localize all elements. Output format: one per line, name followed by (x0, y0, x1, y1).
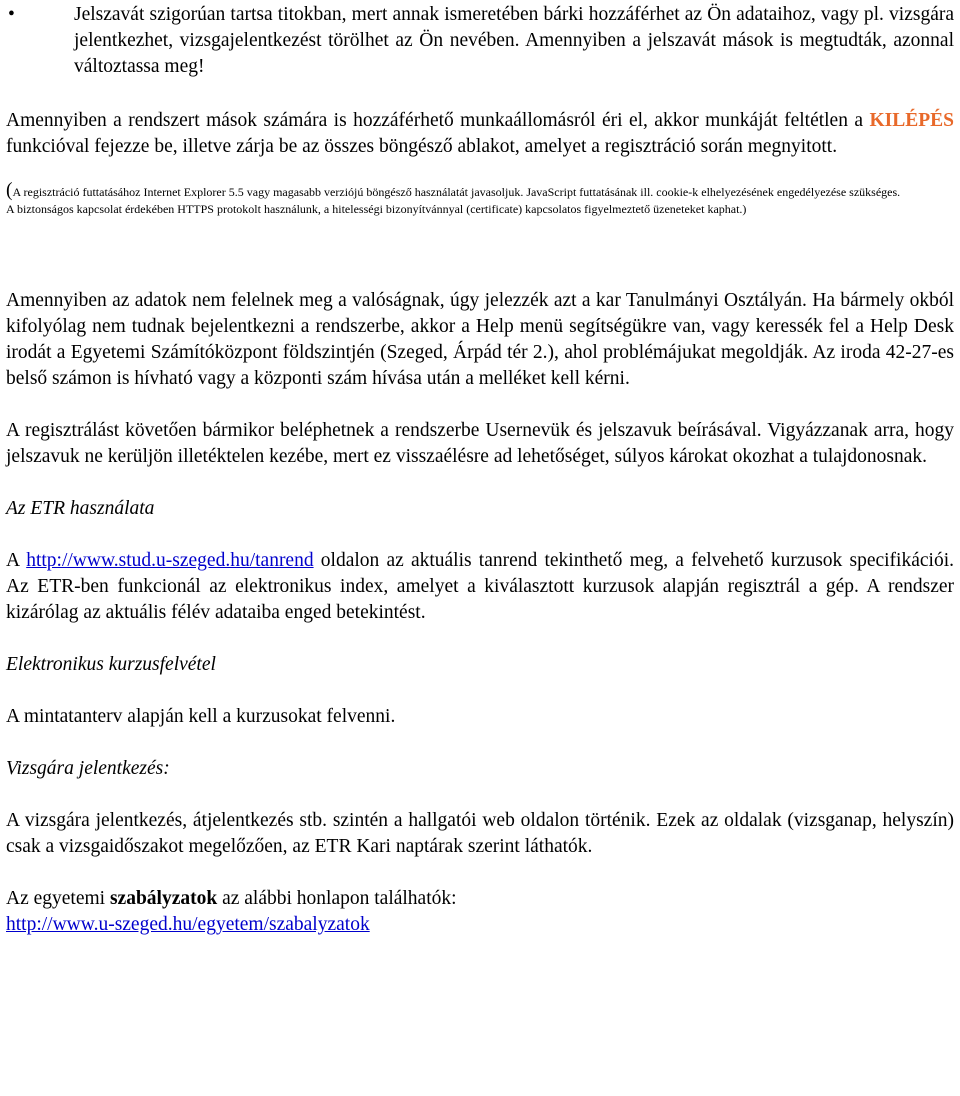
etr-text-start: A (6, 550, 27, 571)
logout-text-start: Amennyiben a rendszert mások számára is hozzáférhető munkaállomásról éri el, akkor munkáját feltétlen a (6, 110, 870, 131)
password-warning-text: Jelszavát szigorúan tartsa titokban, mert annak ismeretében bárki hozzáférhet az Ön adataihoz, vagy pl. vizsgára jelentkezhet, vizsgajelentkezést törölhet az Ön nevében. Amennyiben a jelszavát mások is megtudták, azonnal változtassa meg! (74, 4, 954, 77)
exam-heading (6, 756, 954, 782)
tanrend-link[interactable]: http://www.stud.u-szeged.hu/tanrend (26, 550, 314, 571)
course-paragraph: A mintatanterv alapján kell a kurzusokat felvenni. (6, 706, 396, 727)
exam-paragraph: A vizsgára jelentkezés, átjelentkezés stb. szintén a hallgatói web oldalon történik. Ezek az oldalak (vizsganap, helyszín) csak a vizsgaidőszakot megelőzően, az ETR Kari naptárak szerint láthatók. (6, 810, 954, 857)
logout-text-end: funkcióval fejezze be, illetve zárja be az összes böngésző ablakot, amelyet a regisztráció során megnyitott. (6, 136, 838, 157)
data-mismatch-paragraph: Amennyiben az adatok nem felelnek meg a valóságnak, úgy jelezzék azt a kar Tanulmányi Osztályán. Ha bármely okból kifolyólag nem tudnak bejelentkezni a rendszerbe, akkor a Help menü segítségükre van, vagy keressék fel a Help Desk irodát a Egyetemi Számítóközpont földszintjén (Szeged, Árpád tér 2.), ahol problémájukat megoldják. Az iroda 42-27-es belső számon is hívható vagy a központi szám hívása után a melléket kell kérni. (6, 290, 954, 389)
note-open-paren: ( (6, 180, 13, 201)
exam-heading-text: Vizsgára jelentkezés: (6, 758, 170, 779)
technical-note (6, 182, 954, 218)
rules-paragraph (6, 886, 954, 912)
rules-link[interactable]: http://www.u-szeged.hu/egyetem/szabalyzatok (6, 914, 370, 935)
rules-text-end: az alábbi honlapon találhatók: (217, 888, 457, 909)
etr-paragraph (6, 548, 954, 626)
rules-link-line (6, 912, 954, 938)
bullet-marker: • (8, 4, 15, 25)
note-requirements-text: A regisztráció futtatásához Internet Explorer 5.5 vagy magasabb verziójú böngésző használatát javasoljuk. JavaScript futtatásának ill. cookie-k elhelyezésének engedélyezése szükséges. (12, 185, 901, 199)
logout-paragraph (6, 108, 954, 160)
etr-heading-text: Az ETR használata (6, 498, 155, 519)
login-info-paragraph: A regisztrálást követően bármikor beléphetnek a rendszerbe Usernevük és jelszavuk beírásával. Vigyázzanak arra, hogy jelszavuk ne kerüljön illetéktelen kezébe, mert ez visszaélésre ad lehetőséget, súlyos károkat okozhat a tulajdonosnak. (6, 420, 954, 467)
rules-keyword: szabályzatok (109, 888, 218, 909)
note-line-https: A biztonságos kapcsolat érdekében HTTPS protokolt használunk, a hitelességi bizonyítvánnyal (certificate) kapcsolatos figyelmeztető üzeneteket kaphat.) (6, 202, 747, 216)
bullet-list-item (6, 0, 954, 80)
rules-text-start: Az egyetemi (6, 888, 110, 909)
course-heading-text: Elektronikus kurzusfelvétel (6, 654, 216, 675)
note-line-requirements (6, 182, 954, 201)
document-page (6, 0, 954, 938)
course-heading (6, 652, 954, 678)
logout-keyword: KILÉPÉS (869, 110, 954, 131)
etr-text-end: oldalon az aktuális tanrend tekinthető meg, a felvehető kurzusok specifikációi. Az ETR-ben funkcionál az elektronikus index, amelyet a kiválasztott kurzusok alapján regisztrál a gép. A rendszer kizárólag az aktuális félév adataiba enged betekintést. (6, 550, 954, 623)
etr-heading (6, 496, 954, 522)
